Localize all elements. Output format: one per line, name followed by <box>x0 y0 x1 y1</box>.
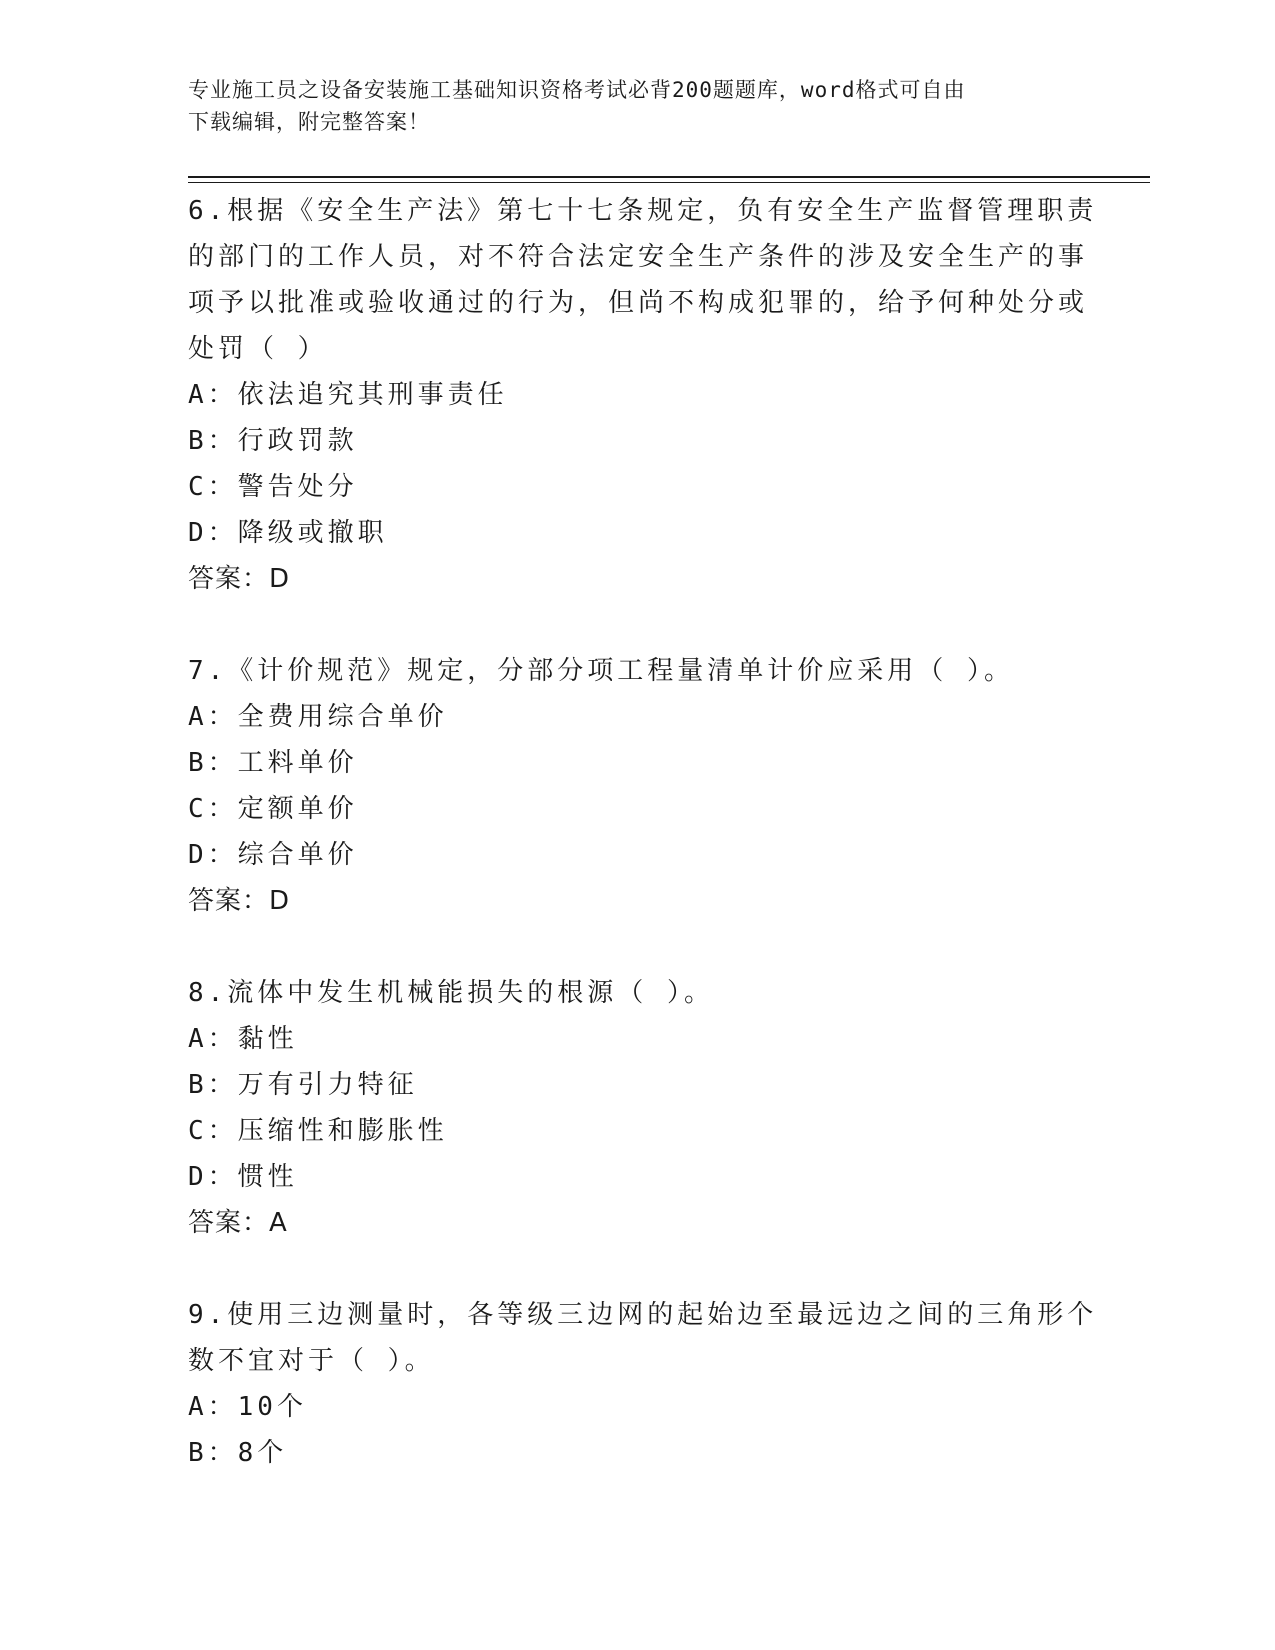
option-b: B：万有引力特征 <box>188 1070 418 1100</box>
question-text-line: 的部门的工作人员，对不符合法定安全生产条件的涉及安全生产的事 <box>188 242 1089 272</box>
option-a: A：黏性 <box>188 1024 298 1054</box>
question-text-line: 处罚（ ） <box>188 334 328 364</box>
header-divider-thick <box>188 176 1150 178</box>
option-a: A：10个 <box>188 1392 307 1422</box>
header-line: 专业施工员之设备安装施工基础知识资格考试必背200题题库，word格式可自由 <box>188 78 966 102</box>
answer-label: 答案：A <box>188 1208 288 1238</box>
question-7 <box>188 648 1068 924</box>
question-spacer <box>188 602 1068 648</box>
question-9 <box>188 1292 1098 1476</box>
option-d: D：惯性 <box>188 1162 298 1192</box>
option-b: B：工料单价 <box>188 748 358 778</box>
question-8 <box>188 970 1068 1246</box>
option-a: A：依法追究其刑事责任 <box>188 380 508 410</box>
question-text-line: 数不宜对于（ ）。 <box>188 1346 435 1376</box>
answer-label: 答案：D <box>188 564 291 594</box>
question-list <box>188 188 1098 1476</box>
header-line: 下载编辑，附完整答案！ <box>188 110 430 134</box>
option-c: C：定额单价 <box>188 794 358 824</box>
option-d: D：综合单价 <box>188 840 358 870</box>
question-text-line: 7.《计价规范》规定，分部分项工程量清单计价应采用（ ）。 <box>188 656 1014 686</box>
question-spacer <box>188 924 1068 970</box>
question-text-line: 9.使用三边测量时，各等级三边网的起始边至最远边之间的三角形个 <box>188 1300 1098 1330</box>
header-divider-thin <box>188 182 1150 183</box>
option-a: A：全费用综合单价 <box>188 702 448 732</box>
option-c: C：压缩性和膨胀性 <box>188 1116 448 1146</box>
question-6 <box>188 188 1098 602</box>
option-c: C：警告处分 <box>188 472 358 502</box>
option-d: D：降级或撤职 <box>188 518 388 548</box>
question-spacer <box>188 1246 1068 1292</box>
question-text-line: 6.根据《安全生产法》第七十七条规定，负有安全生产监督管理职责 <box>188 196 1098 226</box>
option-b: B：行政罚款 <box>188 426 358 456</box>
question-text-line: 项予以批准或验收通过的行为，但尚不构成犯罪的，给予何种处分或 <box>188 288 1089 318</box>
document-header <box>188 74 1068 138</box>
answer-label: 答案：D <box>188 886 291 916</box>
option-b: B：8个 <box>188 1438 288 1468</box>
question-text-line: 8.流体中发生机械能损失的根源（ ）。 <box>188 978 714 1008</box>
